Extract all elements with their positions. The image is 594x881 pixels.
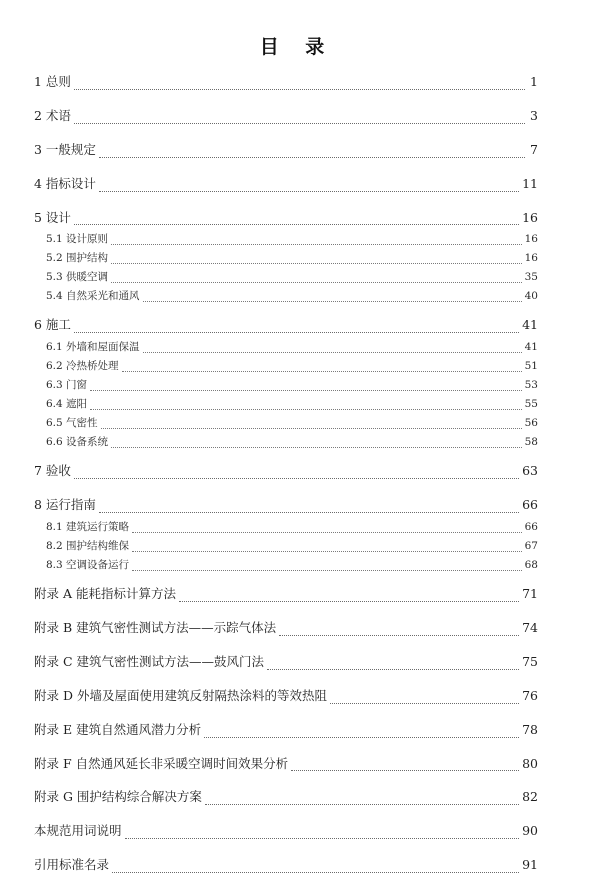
dot-leader — [74, 477, 519, 479]
toc-entry-label: 6.2 冷热桥处理 — [46, 360, 119, 373]
dot-leader — [90, 408, 522, 410]
toc-page-number: 76 — [522, 687, 538, 703]
toc-entry-label: 6.6 设备系统 — [46, 436, 109, 449]
dot-leader — [125, 837, 520, 839]
toc-entry-label: 附录 D 外墙及屋面使用建筑反射隔热涂料的等效热阻 — [34, 687, 327, 703]
toc-entry-label: 附录 C 建筑气密性测试方法——鼓风门法 — [34, 653, 265, 669]
toc-page-number: 16 — [524, 252, 538, 265]
toc-entry-label: 6.5 气密性 — [46, 417, 98, 430]
dot-leader — [204, 736, 519, 738]
toc-entry[interactable] — [34, 576, 538, 610]
dot-leader — [279, 634, 519, 636]
toc-entry-label: 附录 E 建筑自然通风潜力分析 — [34, 721, 202, 737]
toc-page-number: 35 — [524, 271, 538, 284]
toc-entry-label: 附录 B 建筑气密性测试方法——示踪气体法 — [34, 620, 277, 636]
toc-subentry[interactable] — [34, 557, 538, 576]
toc-entry-label: 5.4 自然采光和通风 — [46, 290, 140, 303]
toc-entry-label: 5 设计 — [34, 209, 71, 225]
toc-entry-label: 7 验收 — [34, 463, 71, 479]
toc-entry[interactable] — [34, 712, 538, 746]
toc-entry[interactable] — [34, 610, 538, 644]
toc-entry-label: 附录 A 能耗指标计算方法 — [34, 586, 176, 602]
dot-leader — [132, 550, 522, 552]
toc-entry-label: 6 施工 — [34, 317, 71, 333]
toc-subentry[interactable] — [34, 250, 538, 269]
toc-entry-label: 3 一般规定 — [34, 141, 96, 157]
toc-subentry[interactable] — [34, 434, 538, 453]
toc-page-number: 55 — [524, 398, 538, 411]
dot-leader — [74, 88, 525, 90]
dot-leader — [143, 300, 522, 302]
toc-entry[interactable] — [34, 64, 538, 98]
toc-subentry[interactable] — [34, 339, 538, 358]
dot-leader — [74, 331, 519, 333]
toc-entry-label: 5.2 围护结构 — [46, 252, 109, 265]
toc-subentry[interactable] — [34, 519, 538, 538]
toc-entry-label: 附录 F 自然通风延长非采暖空调时间效果分析 — [34, 755, 289, 771]
toc-entry-label: 2 术语 — [34, 107, 71, 123]
toc-page-number: 1 — [530, 74, 538, 89]
toc-page-number: 51 — [524, 360, 538, 373]
toc-entry-label: 8.2 围护结构维保 — [46, 540, 130, 553]
dot-leader — [74, 223, 519, 225]
toc-entry[interactable] — [34, 847, 538, 881]
toc-page-number: 16 — [524, 233, 538, 246]
dot-leader — [74, 122, 525, 124]
toc-entry-label: 附录 G 围护结构综合解决方案 — [34, 789, 202, 805]
toc-entry[interactable] — [34, 166, 538, 200]
toc-page-number: 56 — [524, 417, 538, 430]
toc-entry-label: 引用标准名录 — [34, 857, 110, 873]
toc-page-number: 3 — [530, 107, 538, 123]
toc-page-number: 68 — [524, 559, 538, 572]
dot-leader — [111, 262, 522, 264]
toc-entry[interactable] — [34, 779, 538, 813]
toc-subentry[interactable] — [34, 231, 538, 250]
dot-leader — [101, 427, 522, 429]
toc-entry-label: 本规范用词说明 — [34, 823, 122, 839]
toc-entry[interactable] — [34, 644, 538, 678]
toc-subentry[interactable] — [34, 358, 538, 377]
toc-page-number: 58 — [524, 436, 538, 449]
toc-entry-label: 5.1 设计原则 — [46, 233, 109, 246]
toc-page-number: 53 — [524, 379, 538, 392]
page-title: 目 录 — [259, 36, 335, 58]
toc-page-number: 71 — [522, 586, 538, 602]
toc-page-number: 11 — [522, 175, 538, 191]
toc-page-number: 40 — [524, 290, 538, 303]
toc-entry-label: 6.3 门窗 — [46, 379, 88, 392]
toc-subentry[interactable] — [34, 415, 538, 434]
toc-page-number: 90 — [522, 823, 538, 839]
toc-page-number: 82 — [522, 789, 538, 805]
dot-leader — [132, 569, 522, 571]
toc-entry-label: 8.3 空调设备运行 — [46, 559, 130, 572]
toc-page-number: 63 — [522, 463, 538, 479]
toc-page-number: 91 — [522, 857, 538, 873]
toc-page-number: 80 — [522, 755, 538, 771]
dot-leader — [111, 243, 522, 245]
dot-leader — [205, 803, 519, 805]
toc-entry-label: 8 运行指南 — [34, 497, 96, 513]
toc-entry[interactable] — [34, 200, 538, 234]
toc-entry[interactable] — [34, 746, 538, 780]
dot-leader — [267, 668, 519, 670]
toc-page-number: 41 — [524, 341, 538, 354]
dot-leader — [99, 190, 519, 192]
dot-leader — [111, 446, 522, 448]
toc-page-number: 66 — [522, 497, 538, 513]
dot-leader — [143, 351, 522, 353]
toc-entry-label: 6.1 外墙和屋面保温 — [46, 341, 140, 354]
toc-subentry[interactable] — [34, 538, 538, 557]
table-of-contents — [34, 64, 538, 881]
toc-subentry[interactable] — [34, 396, 538, 415]
dot-leader — [132, 531, 522, 533]
toc-entry-label: 5.3 供暖空调 — [46, 271, 109, 284]
toc-entry[interactable] — [34, 132, 538, 166]
toc-page-number: 16 — [522, 209, 538, 225]
toc-page-number: 7 — [530, 141, 538, 157]
dot-leader — [291, 769, 519, 771]
dot-leader — [122, 370, 522, 372]
dot-leader — [179, 600, 519, 602]
toc-subentry[interactable] — [34, 288, 538, 307]
toc-entry[interactable] — [34, 678, 538, 712]
toc-page-number: 75 — [522, 653, 538, 669]
toc-subentry[interactable] — [34, 377, 538, 396]
toc-page-number: 41 — [522, 317, 538, 333]
dot-leader — [111, 281, 522, 283]
toc-entry[interactable] — [34, 98, 538, 132]
toc-entry[interactable] — [34, 453, 538, 487]
toc-entry[interactable] — [34, 487, 538, 521]
toc-page-number: 78 — [522, 721, 538, 737]
dot-leader — [99, 511, 519, 513]
toc-entry[interactable] — [34, 813, 538, 847]
toc-page-number: 66 — [524, 521, 538, 534]
toc-entry[interactable] — [34, 307, 538, 341]
toc-entry-label: 6.4 遮阳 — [46, 398, 88, 411]
dot-leader — [90, 389, 522, 391]
toc-subentry[interactable] — [34, 269, 538, 288]
toc-page-number: 67 — [524, 540, 538, 553]
dot-leader — [112, 871, 519, 873]
toc-entry-label: 1 总则 — [34, 74, 71, 89]
dot-leader — [99, 156, 525, 158]
toc-page-number: 74 — [522, 620, 538, 636]
dot-leader — [330, 702, 519, 704]
toc-entry-label: 4 指标设计 — [34, 175, 96, 191]
toc-entry-label: 8.1 建筑运行策略 — [46, 521, 130, 534]
